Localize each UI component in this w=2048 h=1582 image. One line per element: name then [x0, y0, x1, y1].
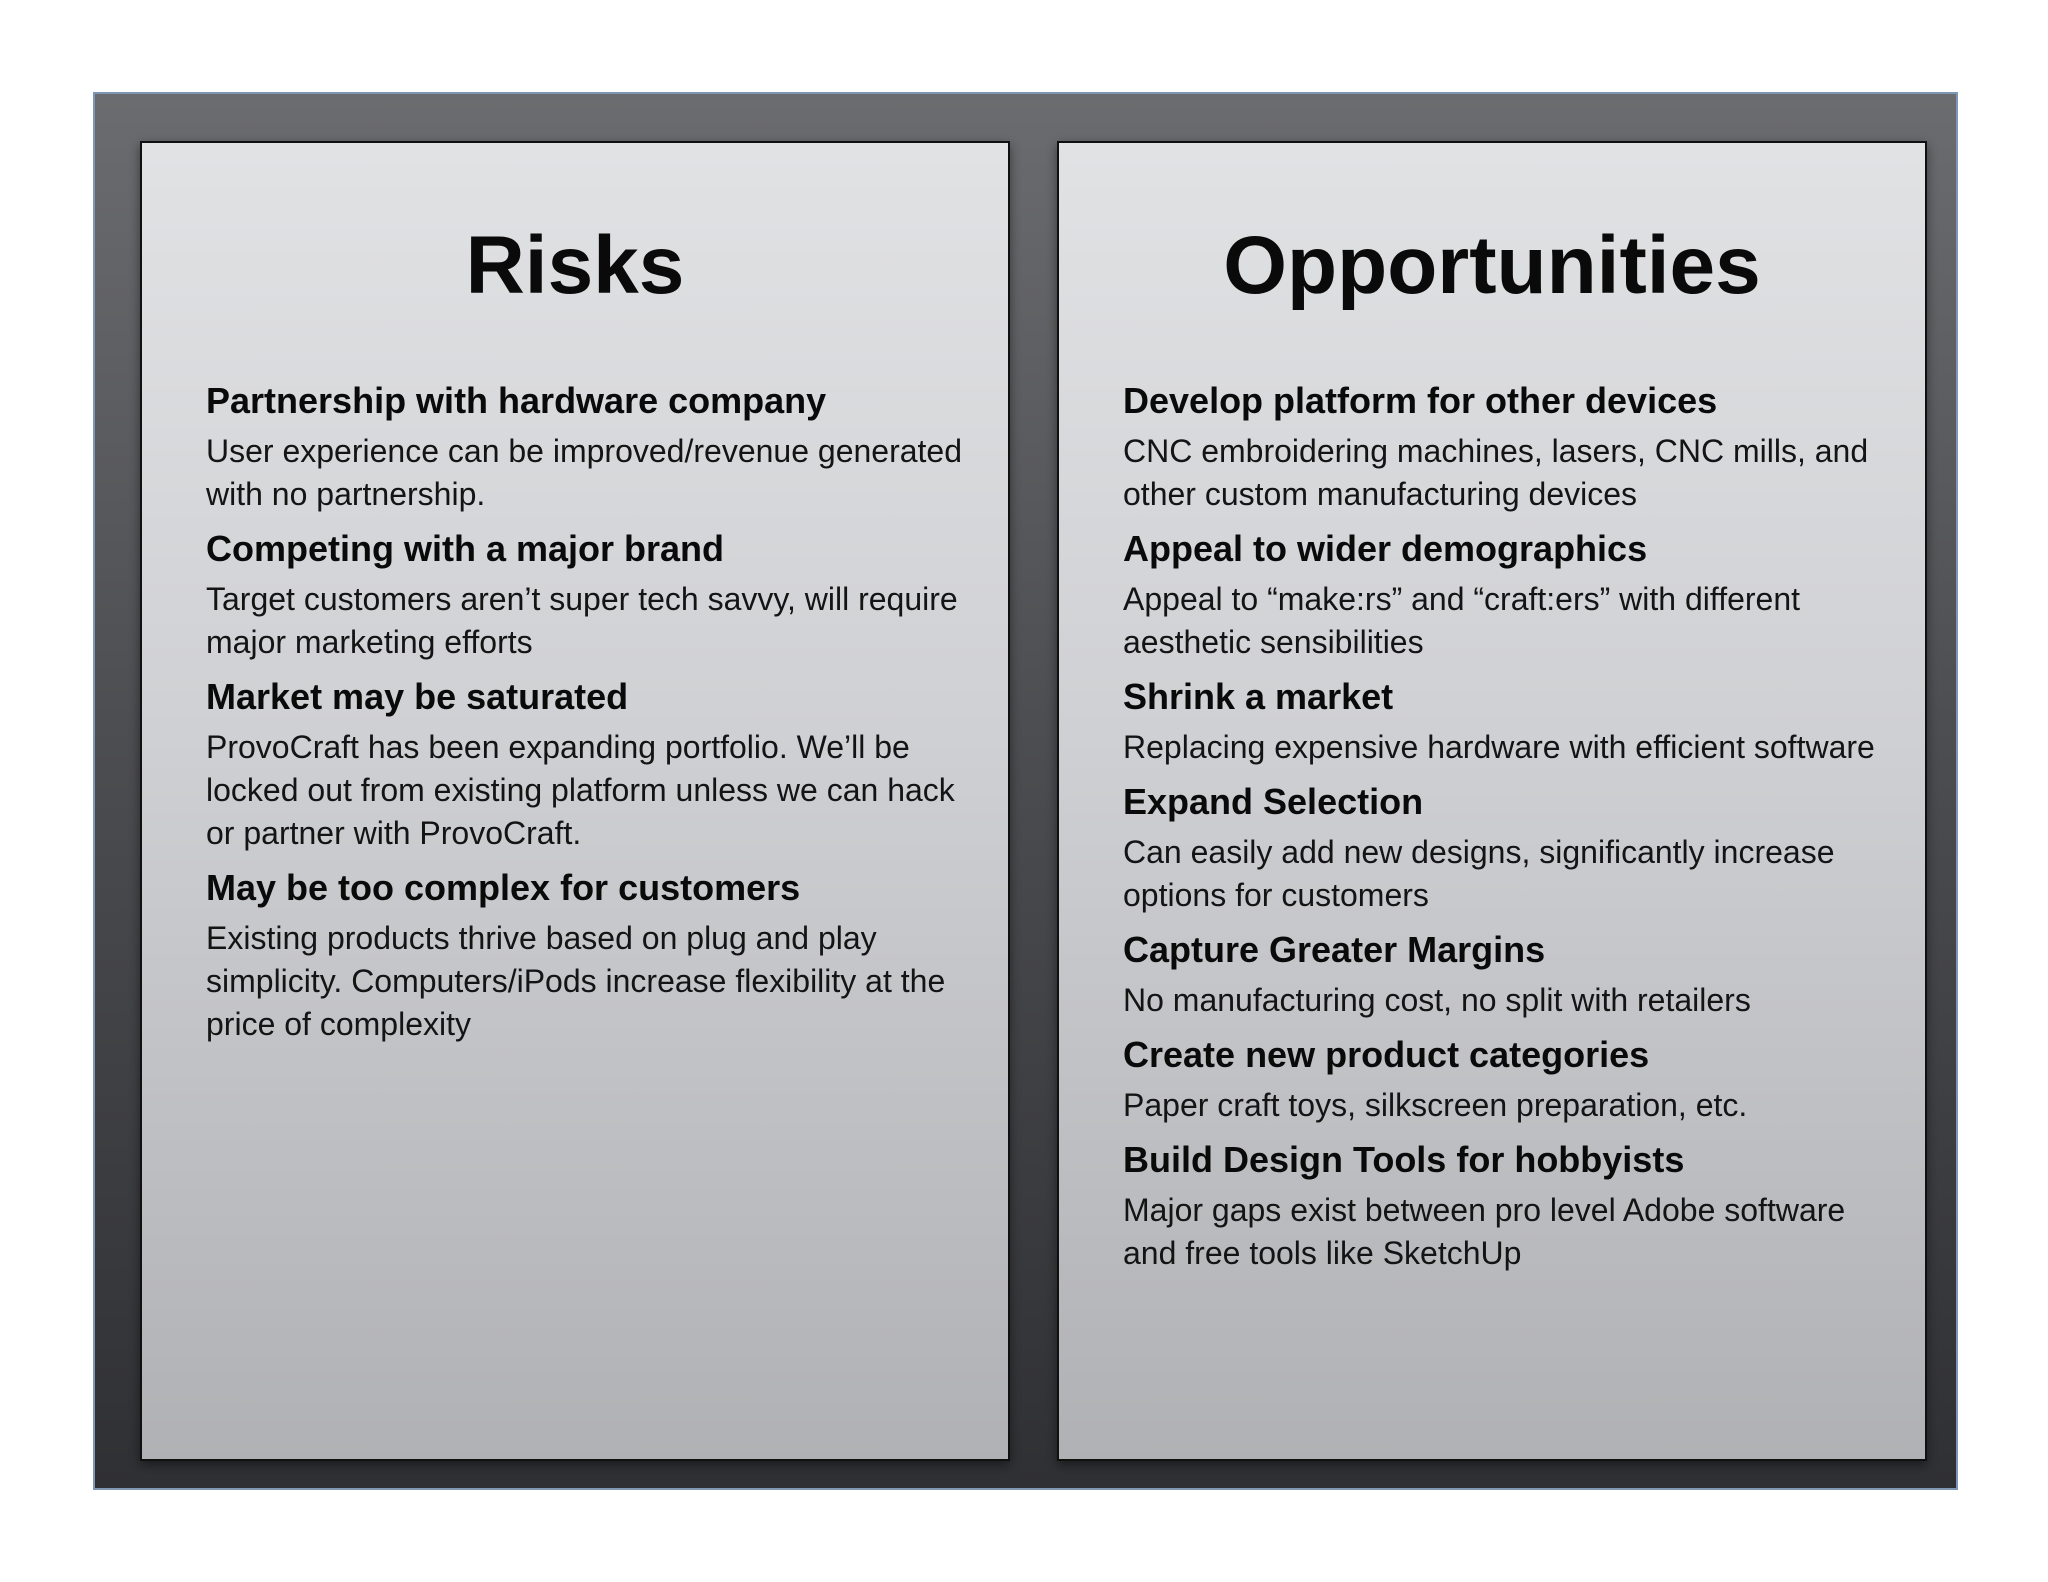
opportunity-heading: Expand Selection — [1123, 781, 1424, 822]
opportunity-item — [1123, 777, 1885, 917]
opportunity-heading: Capture Greater Margins — [1123, 929, 1546, 970]
opportunity-text: No manufacturing cost, no split with retailers — [1123, 982, 1751, 1018]
opportunities-title: Opportunities — [1223, 220, 1761, 311]
opportunity-heading: Appeal to wider demographics — [1123, 528, 1648, 569]
risk-heading: May be too complex for customers — [206, 867, 801, 908]
risk-heading: Market may be saturated — [206, 676, 629, 717]
risk-heading: Partnership with hardware company — [206, 380, 827, 421]
opportunity-item — [1123, 1030, 1885, 1127]
opportunity-text: Appeal to “make:rs” and “craft:ers” with different aesthetic sensibilities — [1123, 581, 1801, 660]
opportunity-heading: Shrink a market — [1123, 676, 1394, 717]
opportunity-text: Can easily add new designs, significantly increase options for customers — [1123, 834, 1835, 913]
opportunity-item — [1123, 376, 1885, 516]
risk-item — [206, 524, 968, 664]
opportunities-panel — [1057, 141, 1927, 1461]
slide-frame — [93, 92, 1958, 1490]
opportunity-text: Replacing expensive hardware with efficient software — [1123, 729, 1875, 765]
risk-item — [206, 863, 968, 1046]
risks-title: Risks — [465, 220, 685, 311]
risk-heading: Competing with a major brand — [206, 528, 725, 569]
risks-panel — [140, 141, 1010, 1461]
opportunity-text: Major gaps exist between pro level Adobe software and free tools like SketchUp — [1123, 1192, 1846, 1271]
opportunity-item — [1123, 925, 1885, 1022]
risks-list — [206, 376, 968, 1054]
risk-text: Existing products thrive based on plug and play simplicity. Computers/iPods increase flexibility at the price of complexity — [206, 920, 946, 1042]
risk-text: Target customers aren’t super tech savvy, will require major marketing efforts — [206, 581, 958, 660]
risk-text: ProvoCraft has been expanding portfolio. We’ll be locked out from existing platform unless we can hack or partner with ProvoCraft. — [206, 729, 955, 851]
opportunity-item — [1123, 524, 1885, 664]
opportunities-list — [1123, 376, 1885, 1283]
risk-text: User experience can be improved/revenue generated with no partnership. — [206, 433, 963, 512]
opportunity-text: CNC embroidering machines, lasers, CNC mills, and other custom manufacturing devices — [1123, 433, 1869, 512]
risk-item — [206, 376, 968, 516]
risk-item — [206, 672, 968, 855]
opportunity-heading: Build Design Tools for hobbyists — [1123, 1139, 1685, 1180]
opportunity-item — [1123, 672, 1885, 769]
opportunity-heading: Develop platform for other devices — [1123, 380, 1718, 421]
opportunity-heading: Create new product categories — [1123, 1034, 1650, 1075]
opportunity-item — [1123, 1135, 1885, 1275]
opportunity-text: Paper craft toys, silkscreen preparation, etc. — [1123, 1087, 1748, 1123]
